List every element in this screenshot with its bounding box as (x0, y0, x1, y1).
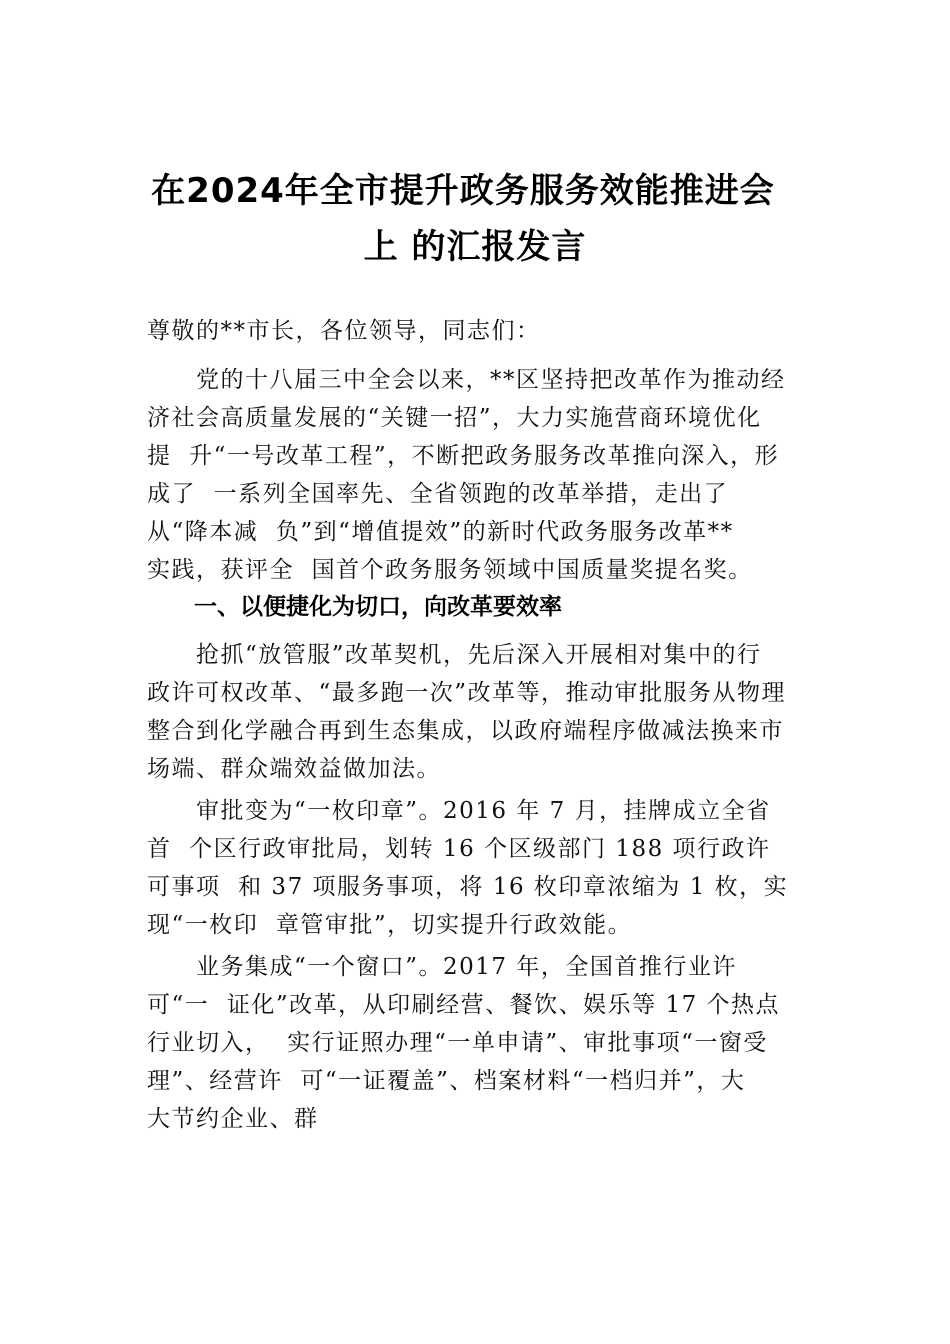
paragraph-1-line: 党的十八届三中全会以来，**区坚持把改革作为推动经 (147, 367, 786, 393)
paragraph-1-line: 成了 一系列全国率先、全省领跑的改革举措，走出了 (147, 481, 729, 507)
paragraph-4-line: 可“一 证化”改革，从印刷经营、餐饮、娱乐等 17 个热点 (147, 992, 781, 1018)
paragraph-2-line: 整合到化学融合再到生态集成，以政府端程序做减法换来市 (147, 718, 784, 744)
paragraph-3-line: 可事项 和 37 项服务事项，将 16 枚印章浓缩为 1 枚，实 (147, 874, 789, 900)
paragraph-2-line: 抢抓“放管服”改革契机，先后深入开展相对集中的行 (147, 642, 762, 668)
paragraph-1-line: 提 升“一号改革工程”，不断把政务服务改革推向深入，形 (147, 443, 780, 469)
paragraph-3-line: 审批变为“一枚印章”。2016 年 7 月，挂牌成立全省 (147, 798, 771, 824)
paragraph-2-line: 政许可权改革、“最多跑一次”改革等，推动审批服务从物理 (147, 680, 787, 706)
title-line-1: 在2024年全市提升政务服务效能推进会 (151, 171, 775, 211)
paragraph-4-line: 大节约企业、群 (147, 1106, 319, 1132)
paragraph-4-line: 行业切入， 实行证照办理“一单申请”、审批事项“一窗受 (147, 1030, 768, 1056)
paragraph-3-line: 现“一枚印 章管审批”，切实提升行政效能。 (147, 912, 633, 938)
paragraph-2-line: 场端、群众端效益做加法。 (147, 756, 441, 782)
paragraph-1-line: 实践，获评全 国首个政务服务领域中国质量奖提名奖。 (147, 557, 753, 583)
section-heading-1: 一、以便捷化为切口，向改革要效率 (194, 594, 562, 620)
paragraph-4-line: 理”、经营许 可“一证覆盖”、档案材料“一档归并”，大 (147, 1068, 746, 1094)
paragraph-1-line: 济社会高质量发展的“关键一招”，大力实施营商环境优化 (147, 405, 762, 431)
paragraph-4-line: 业务集成“一个窗口”。2017 年，全国首推行业许 (147, 954, 737, 980)
paragraph-3-line: 首 个区行政审批局，划转 16 个区级部门 188 项行政许 (147, 836, 771, 862)
title-line-2: 上 的汇报发言 (363, 227, 587, 267)
salutation: 尊敬的**市长，各位领导，同志们： (147, 318, 541, 344)
paragraph-1-line: 从“降本减 负”到“增值提效”的新时代政务服务改革** (147, 519, 734, 545)
